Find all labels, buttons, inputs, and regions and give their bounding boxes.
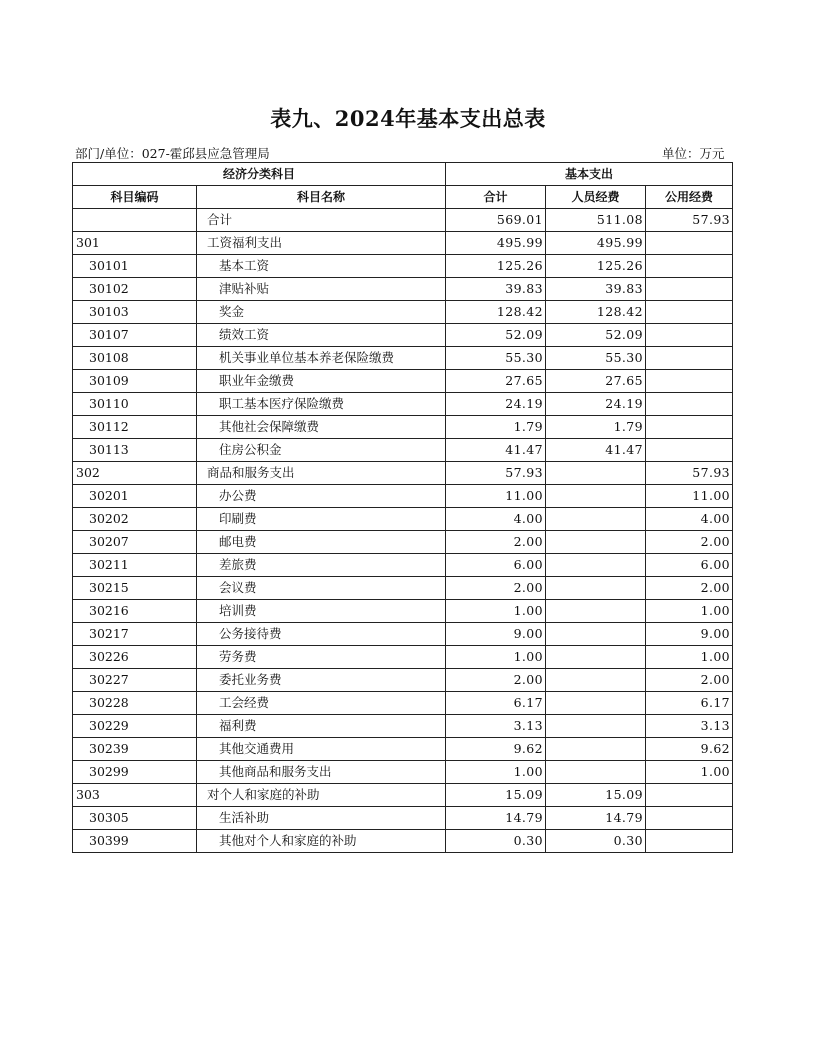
table-row — [73, 324, 733, 347]
table-row — [73, 485, 733, 508]
cell-name: 办公费 — [197, 485, 446, 508]
cell-personnel — [546, 600, 646, 623]
header-group-row — [73, 163, 733, 186]
cell-code: 30211 — [73, 554, 197, 577]
cell-code: 30217 — [73, 623, 197, 646]
cell-personnel: 125.26 — [546, 255, 646, 278]
cell-name: 差旅费 — [197, 554, 446, 577]
cell-personnel — [546, 669, 646, 692]
cell-code: 30102 — [73, 278, 197, 301]
table-row — [73, 439, 733, 462]
cell-total: 1.79 — [446, 416, 546, 439]
cell-total: 9.00 — [446, 623, 546, 646]
cell-name: 商品和服务支出 — [197, 462, 446, 485]
header-column-row — [73, 186, 733, 209]
cell-code: 30399 — [73, 830, 197, 853]
cell-personnel: 52.09 — [546, 324, 646, 347]
cell-total: 2.00 — [446, 531, 546, 554]
cell-total: 125.26 — [446, 255, 546, 278]
cell-name: 绩效工资 — [197, 324, 446, 347]
cell-name: 职业年金缴费 — [197, 370, 446, 393]
cell-public: 1.00 — [646, 761, 733, 784]
cell-personnel — [546, 692, 646, 715]
table-row — [73, 715, 733, 738]
cell-total: 15.09 — [446, 784, 546, 807]
cell-personnel: 41.47 — [546, 439, 646, 462]
cell-name: 合计 — [197, 209, 446, 232]
cell-public — [646, 784, 733, 807]
unit-label: 单位：万元 — [662, 146, 725, 161]
cell-code: 30216 — [73, 600, 197, 623]
cell-total: 52.09 — [446, 324, 546, 347]
department-label: 部门/单位：027-霍邱县应急管理局 — [75, 146, 270, 161]
cell-code: 301 — [73, 232, 197, 255]
table-row — [73, 669, 733, 692]
cell-personnel: 495.99 — [546, 232, 646, 255]
cell-personnel — [546, 554, 646, 577]
cell-personnel — [546, 761, 646, 784]
cell-public — [646, 278, 733, 301]
header-total: 合计 — [446, 186, 546, 209]
cell-name: 其他交通费用 — [197, 738, 446, 761]
table-row — [73, 554, 733, 577]
cell-total: 1.00 — [446, 761, 546, 784]
cell-name: 其他社会保障缴费 — [197, 416, 446, 439]
cell-public — [646, 416, 733, 439]
cell-name: 委托业务费 — [197, 669, 446, 692]
cell-public: 9.00 — [646, 623, 733, 646]
table-row — [73, 301, 733, 324]
cell-personnel: 128.42 — [546, 301, 646, 324]
cell-public — [646, 439, 733, 462]
cell-public — [646, 347, 733, 370]
cell-total: 55.30 — [446, 347, 546, 370]
table-row — [73, 508, 733, 531]
table-row — [73, 416, 733, 439]
table-row — [73, 830, 733, 853]
cell-name: 公务接待费 — [197, 623, 446, 646]
cell-public — [646, 324, 733, 347]
cell-public: 2.00 — [646, 669, 733, 692]
table-row — [73, 807, 733, 830]
table-row — [73, 692, 733, 715]
cell-code: 303 — [73, 784, 197, 807]
cell-code: 30227 — [73, 669, 197, 692]
cell-total: 14.79 — [446, 807, 546, 830]
cell-code: 30228 — [73, 692, 197, 715]
cell-public: 57.93 — [646, 209, 733, 232]
cell-code: 30202 — [73, 508, 197, 531]
cell-total: 6.00 — [446, 554, 546, 577]
header-code: 科目编码 — [73, 186, 197, 209]
basic-expenditure-table — [72, 162, 733, 853]
cell-total: 1.00 — [446, 646, 546, 669]
cell-name: 印刷费 — [197, 508, 446, 531]
cell-public: 6.00 — [646, 554, 733, 577]
cell-code: 30109 — [73, 370, 197, 393]
cell-total: 2.00 — [446, 577, 546, 600]
cell-total: 9.62 — [446, 738, 546, 761]
cell-total: 39.83 — [446, 278, 546, 301]
cell-personnel — [546, 577, 646, 600]
cell-name: 培训费 — [197, 600, 446, 623]
cell-personnel — [546, 508, 646, 531]
table-header — [73, 163, 733, 209]
header-personnel: 人员经费 — [546, 186, 646, 209]
cell-personnel — [546, 646, 646, 669]
cell-total: 495.99 — [446, 232, 546, 255]
table-row — [73, 278, 733, 301]
table-row — [73, 462, 733, 485]
table-row — [73, 600, 733, 623]
table-row — [73, 623, 733, 646]
cell-total: 3.13 — [446, 715, 546, 738]
cell-public: 1.00 — [646, 600, 733, 623]
cell-name: 劳务费 — [197, 646, 446, 669]
cell-public — [646, 232, 733, 255]
cell-code: 30101 — [73, 255, 197, 278]
cell-name: 基本工资 — [197, 255, 446, 278]
cell-personnel — [546, 531, 646, 554]
cell-code: 30226 — [73, 646, 197, 669]
cell-total: 128.42 — [446, 301, 546, 324]
cell-personnel: 24.19 — [546, 393, 646, 416]
cell-name: 职工基本医疗保险缴费 — [197, 393, 446, 416]
cell-name: 津贴补贴 — [197, 278, 446, 301]
cell-personnel — [546, 485, 646, 508]
cell-name: 工资福利支出 — [197, 232, 446, 255]
header-name: 科目名称 — [197, 186, 446, 209]
cell-personnel: 511.08 — [546, 209, 646, 232]
cell-public: 1.00 — [646, 646, 733, 669]
cell-total: 57.93 — [446, 462, 546, 485]
cell-public — [646, 807, 733, 830]
table-row — [73, 531, 733, 554]
cell-public: 9.62 — [646, 738, 733, 761]
cell-personnel — [546, 738, 646, 761]
cell-total: 41.47 — [446, 439, 546, 462]
cell-code: 30110 — [73, 393, 197, 416]
table-row — [73, 347, 733, 370]
page-title: 表九、2024年基本支出总表 — [270, 106, 546, 131]
table-row — [73, 232, 733, 255]
table-row — [73, 370, 733, 393]
cell-public — [646, 301, 733, 324]
table-row — [73, 577, 733, 600]
cell-public: 6.17 — [646, 692, 733, 715]
table-row — [73, 255, 733, 278]
cell-public: 3.13 — [646, 715, 733, 738]
cell-total: 11.00 — [446, 485, 546, 508]
header-econ-classification: 经济分类科目 — [73, 163, 446, 186]
cell-public: 4.00 — [646, 508, 733, 531]
cell-total: 1.00 — [446, 600, 546, 623]
table-row — [73, 393, 733, 416]
cell-code: 30239 — [73, 738, 197, 761]
cell-total: 569.01 — [446, 209, 546, 232]
header-public: 公用经费 — [646, 186, 733, 209]
cell-name: 机关事业单位基本养老保险缴费 — [197, 347, 446, 370]
cell-public — [646, 370, 733, 393]
cell-name: 对个人和家庭的补助 — [197, 784, 446, 807]
cell-personnel — [546, 462, 646, 485]
cell-name: 住房公积金 — [197, 439, 446, 462]
table-row — [73, 784, 733, 807]
cell-personnel: 39.83 — [546, 278, 646, 301]
cell-total: 4.00 — [446, 508, 546, 531]
cell-name: 会议费 — [197, 577, 446, 600]
cell-name: 工会经费 — [197, 692, 446, 715]
cell-public — [646, 830, 733, 853]
cell-name: 邮电费 — [197, 531, 446, 554]
cell-public — [646, 255, 733, 278]
cell-public — [646, 393, 733, 416]
cell-code: 30112 — [73, 416, 197, 439]
cell-personnel: 27.65 — [546, 370, 646, 393]
cell-total: 6.17 — [446, 692, 546, 715]
cell-personnel — [546, 623, 646, 646]
header-basic-expenditure: 基本支出 — [446, 163, 733, 186]
cell-code: 30108 — [73, 347, 197, 370]
cell-code: 30201 — [73, 485, 197, 508]
cell-public: 2.00 — [646, 531, 733, 554]
cell-code: 30107 — [73, 324, 197, 347]
cell-personnel — [546, 715, 646, 738]
table-row — [73, 761, 733, 784]
table-row — [73, 209, 733, 232]
cell-name: 福利费 — [197, 715, 446, 738]
table-body — [73, 209, 733, 853]
cell-code — [73, 209, 197, 232]
cell-personnel: 14.79 — [546, 807, 646, 830]
table-row — [73, 738, 733, 761]
cell-code: 30229 — [73, 715, 197, 738]
cell-personnel: 1.79 — [546, 416, 646, 439]
cell-name: 生活补助 — [197, 807, 446, 830]
cell-personnel: 0.30 — [546, 830, 646, 853]
cell-total: 2.00 — [446, 669, 546, 692]
cell-name: 其他商品和服务支出 — [197, 761, 446, 784]
cell-total: 27.65 — [446, 370, 546, 393]
cell-personnel: 15.09 — [546, 784, 646, 807]
cell-public: 2.00 — [646, 577, 733, 600]
cell-code: 30103 — [73, 301, 197, 324]
cell-code: 30215 — [73, 577, 197, 600]
cell-code: 30305 — [73, 807, 197, 830]
cell-code: 30299 — [73, 761, 197, 784]
cell-name: 其他对个人和家庭的补助 — [197, 830, 446, 853]
cell-code: 302 — [73, 462, 197, 485]
table-row — [73, 646, 733, 669]
cell-total: 0.30 — [446, 830, 546, 853]
cell-code: 30207 — [73, 531, 197, 554]
cell-public: 57.93 — [646, 462, 733, 485]
cell-total: 24.19 — [446, 393, 546, 416]
cell-name: 奖金 — [197, 301, 446, 324]
cell-code: 30113 — [73, 439, 197, 462]
cell-public: 11.00 — [646, 485, 733, 508]
cell-personnel: 55.30 — [546, 347, 646, 370]
